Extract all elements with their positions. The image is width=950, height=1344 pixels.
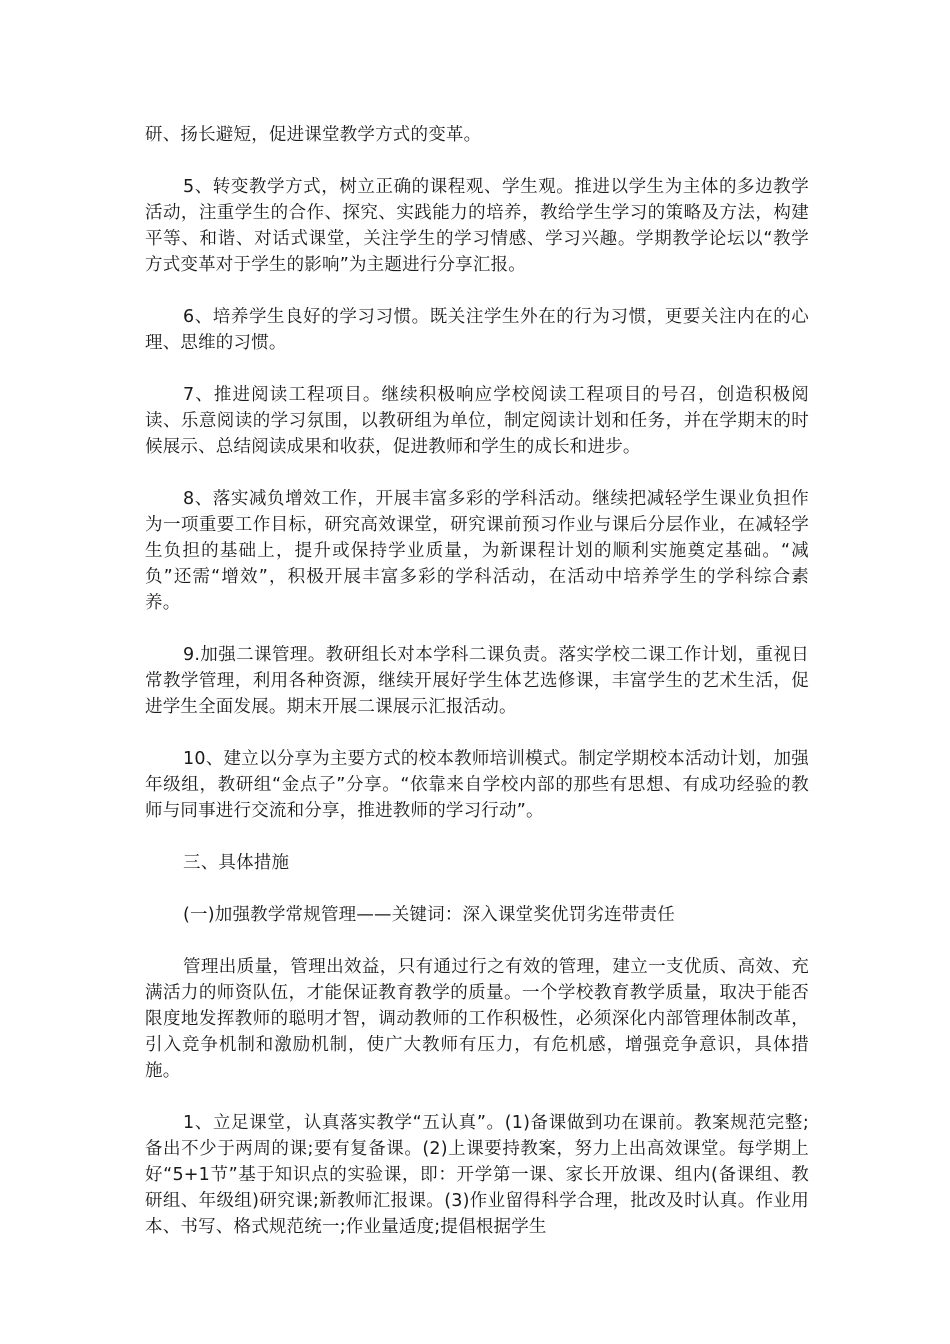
paragraph-management-quality: 管理出质量，管理出效益，只有通过行之有效的管理，建立一支优质、高效、充满活力的师资队伍，才能保证教育教学的质量。一个学校教育教学质量，取决于能否限度地发挥教师的聪明才智，调动教师的工作积极性，必须深化内部管理体制改革，引入竞争机制和激励机制，使广大教师有压力，有危机感，增强竞争意识，具体措施。 [145,957,809,1081]
paragraph-item-9: 9.加强二课管理。教研组长对本学科二课负责。落实学校二课工作计划，重视日常教学管理，利用各种资源，继续开展好学生体艺选修课，丰富学生的艺术生活，促进学生全面发展。期末开展二课展示汇报活动。 [145,645,809,717]
section-heading-measures: 三、具体措施 [183,853,290,873]
document-page [145,122,809,1266]
paragraph-continuation: 研、扬长避短，促进课堂教学方式的变革。 [145,125,482,145]
paragraph-item-10: 10、建立以分享为主要方式的校本教师培训模式。制定学期校本活动计划，加强年级组，教研组“金点子”分享。“依靠来自学校内部的那些有思想、有成功经验的教师与同事进行交流和分享，推进教师的学习行动”。 [145,749,809,821]
subsection-heading-routine-management: (一)加强教学常规管理——关键词：深入课堂奖优罚劣连带责任 [183,905,675,925]
paragraph-measure-1: 1、立足课堂，认真落实教学“五认真”。(1)备课做到功在课前。教案规范完整;备出不少于两周的课;要有复备课。(2)上课要持教案，努力上出高效课堂。每学期上好“5+1节”基于知识点的实验课，即：开学第一课、家长开放课、组内(备课组、教研组、年级组)研究课;新教师汇报课。(3)作业留得科学合理，批改及时认真。作业用本、书写、格式规范统一;作业量适度;提倡根据学生 [145,1113,809,1237]
paragraph-item-7: 7、推进阅读工程项目。继续积极响应学校阅读工程项目的号召，创造积极阅读、乐意阅读的学习氛围，以教研组为单位，制定阅读计划和任务，并在学期末的时候展示、总结阅读成果和收获，促进教师和学生的成长和进步。 [145,385,809,457]
paragraph-item-8: 8、落实减负增效工作，开展丰富多彩的学科活动。继续把减轻学生课业负担作为一项重要工作目标，研究高效课堂，研究课前预习作业与课后分层作业，在减轻学生负担的基础上，提升或保持学业质量，为新课程计划的顺利实施奠定基础。“减负”还需“增效”，积极开展丰富多彩的学科活动，在活动中培养学生的学科综合素养。 [145,489,809,613]
paragraph-item-6: 6、培养学生良好的学习习惯。既关注学生外在的行为习惯，更要关注内在的心理、思维的习惯。 [145,307,809,353]
paragraph-item-5: 5、转变教学方式，树立正确的课程观、学生观。推进以学生为主体的多边教学活动，注重学生的合作、探究、实践能力的培养，教给学生学习的策略及方法，构建平等、和谐、对话式课堂，关注学生的学习情感、学习兴趣。学期教学论坛以“教学方式变革对于学生的影响”为主题进行分享汇报。 [145,177,809,275]
